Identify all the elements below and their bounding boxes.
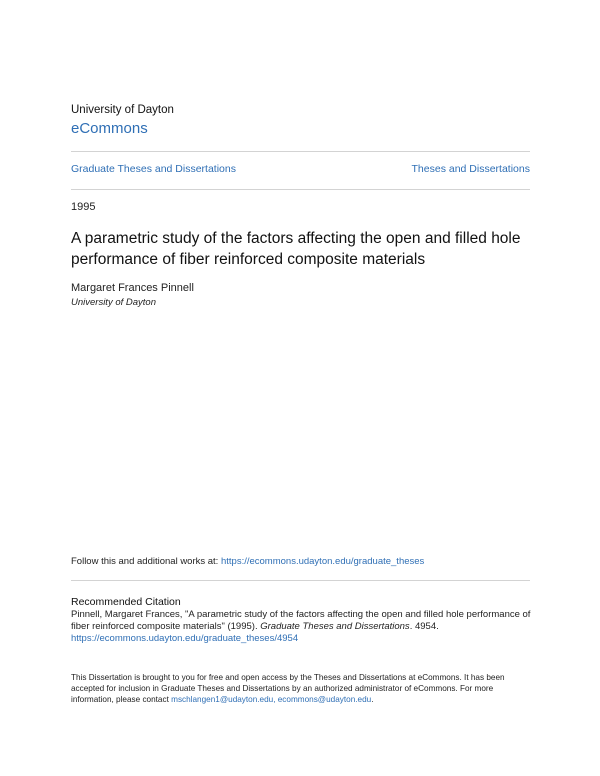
divider — [71, 580, 530, 581]
citation-series: Graduate Theses and Dissertations — [260, 621, 410, 632]
citation-text — [71, 609, 531, 645]
publication-year: 1995 — [71, 201, 96, 213]
citation-body: Pinnell, Margaret Frances, "A parametric study of the factors affecting the open and filled hole performance of fiber reinforced composite materials" (1995). — [71, 609, 531, 632]
author-affiliation: University of Dayton — [71, 297, 157, 308]
notice-end: . — [371, 695, 374, 704]
follow-line — [71, 556, 424, 567]
access-notice — [71, 672, 531, 705]
repository-link[interactable]: eCommons — [71, 120, 148, 137]
citation-heading: Recommended Citation — [71, 596, 181, 608]
citation-number: . 4954. — [409, 621, 439, 632]
follow-url-link[interactable]: https://ecommons.udayton.edu/graduate_theses — [220, 556, 425, 567]
theses-dissertations-link[interactable]: Theses and Dissertations — [411, 163, 530, 175]
divider — [71, 189, 530, 190]
notice-text: This Dissertation is brought to you for free and open access by the Theses and Dissertations at eCommons. It has been accepted for inclusion in Graduate Theses and Dissertations by an authorized administrator of eCommons. For more information, please contact — [71, 673, 505, 704]
document-title: A parametric study of the factors affecting the open and filled hole performance of fiber reinforced composite materials — [71, 230, 521, 268]
follow-text: Follow this and additional works at: — [71, 556, 221, 567]
institution-name: University of Dayton — [71, 104, 174, 116]
divider — [71, 151, 530, 152]
contact-email-link[interactable]: mschlangen1@udayton.edu, ecommons@udayton.edu — [171, 695, 372, 704]
citation-url-link[interactable]: https://ecommons.udayton.edu/graduate_theses/4954 — [71, 633, 299, 644]
author-name: Margaret Frances Pinnell — [71, 282, 194, 294]
graduate-theses-link[interactable]: Graduate Theses and Dissertations — [71, 163, 236, 175]
